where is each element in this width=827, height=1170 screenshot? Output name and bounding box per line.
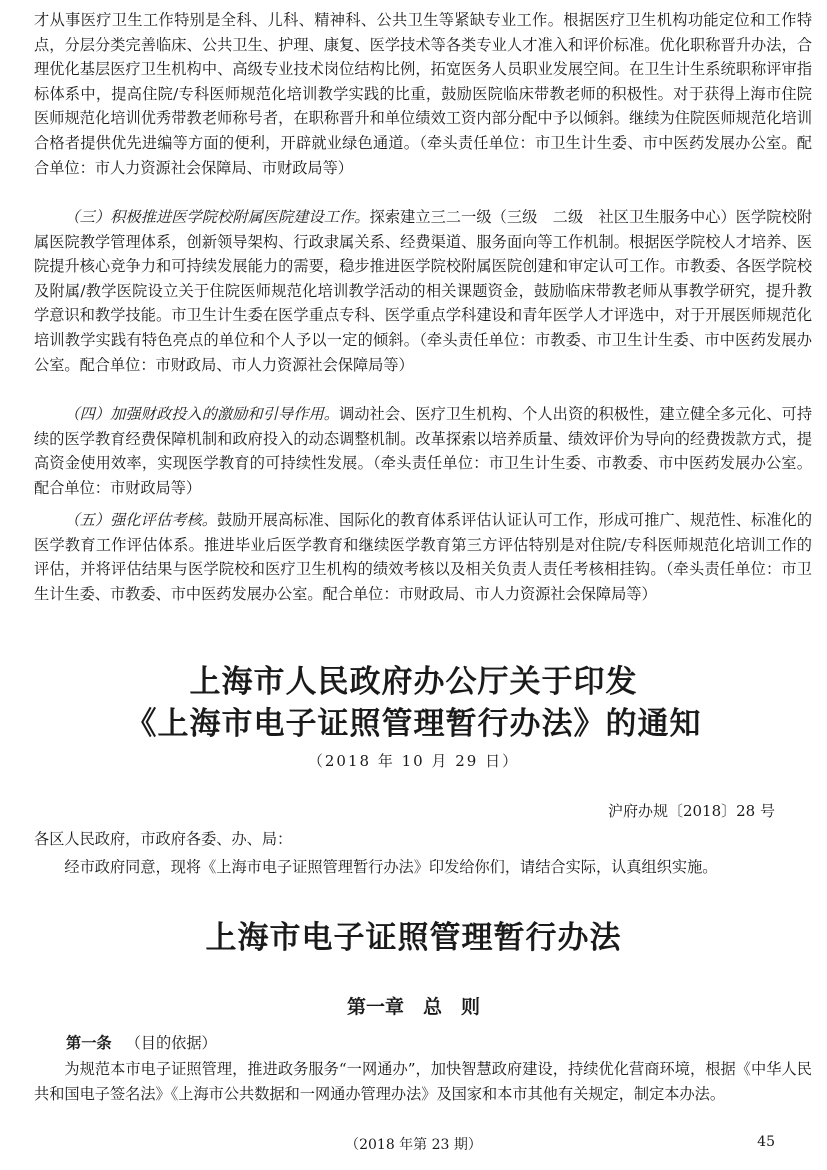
paragraph-text: 才从事医疗卫生工作特别是全科、儿科、精神科、公共卫生等紧缺专业工作。根据医疗卫生机构功能定位和工作特点，分层分类完善临床、公共卫生、护理、康复、医学技术等各类专业人才准入和评价标准。优化职称晋升办法，合理优化基层医疗卫生机构中、高级专业技术岗位结构比例，拓宽医务人员职业发展空间。在卫生计生系统职称评审指标体系中，提高住院/专科医师规范化培训教学实践的比重，鼓励医院临床带教老师的积极性。对于获得上海市住院医师规范化培训优秀带教老师称号者，在职称晋升和单位绩效工资内部分配中予以倾斜。继续为住院医师规范化培训合格者提供优先进编等方面的便利，开辟就业绿色通道。（牵头责任单位：市卫生计生委、市中医药发展办公室。配合单位：市人力资源社会保障局、市财政局等） [34, 11, 812, 177]
article-number: 第一条 [66, 1034, 112, 1052]
page-number: 45 [757, 1134, 775, 1150]
section-lead: （五）强化评估考核。 [64, 511, 217, 529]
notice-body: 经市政府同意，现将《上海市电子证照管理暂行办法》印发给你们，请结合实际，认真组织实施。 [64, 858, 718, 876]
paragraph-text: 鼓励开展高标准、国际化的教育体系评估认证认可工作，形成可推广、规范性、标准化的医学教育工作评估体系。推进毕业后医学教育和继续医学教育第三方评估特别是对住院/专科医师规范化培训工作的评估，并将评估结果与医学院校和医疗卫生机构的绩效考核以及相关负责人责任考核相挂钩。（牵头责任单位：市卫生计生委、市教委、市中医药发展办公室。配合单位：市财政局、市人力资源社会保障局等） [34, 511, 813, 603]
paragraph-evaluation [34, 508, 812, 606]
article-body [34, 1057, 812, 1106]
paragraph-text: 调动社会、医疗卫生机构、个人出资的积极性，建立健全多元化、可持续的医学教育经费保障机制和政府投入的动态调整机制。改革探索以培养质量、绩效评价为导向的经费拨款方式，提高资金使用效率，实现医学教育的可持续性发展。（牵头责任单位：市卫生计生委、市教委、市中医药发展办公室。配合单位：市财政局等） [34, 405, 813, 497]
notice-title-line-1: 上海市人民政府办公厅关于印发 [189, 664, 638, 700]
document-number: 沪府办规〔2018〕28 号 [607, 802, 775, 820]
article-body-text: 为规范本市电子证照管理，推进政务服务“一网通办”，加快智慧政府建设，持续优化营商环境，根据《中华人民共和国电子签名法》《上海市公共数据和一网通办管理办法》及国家和本市其他有关规定，制定本办法。 [34, 1060, 812, 1103]
article-title: （目的依据） [125, 1034, 217, 1052]
notice-title-line-2: 《上海市电子证照管理暂行办法》的通知 [125, 706, 702, 742]
paragraph-talent-evaluation [34, 8, 812, 180]
section-lead: （四）加强财政投入的激励和引导作用。 [64, 405, 340, 423]
paragraph-affiliated-hospitals [34, 205, 812, 377]
addressee: 各区人民政府，市政府各委、办、局： [34, 830, 293, 848]
section-lead: （三）积极推进医学院校附属医院建设工作。 [64, 208, 370, 226]
footer-issue: （2018 年第 23 期） [345, 1137, 482, 1153]
chapter-heading: 第一章 总 则 [346, 996, 480, 1018]
paragraph-financial-investment [34, 402, 812, 500]
article-heading [66, 1032, 217, 1053]
notice-date: （2018 年 10 月 29 日） [307, 752, 520, 770]
regulation-title: 上海市电子证照管理暂行办法 [205, 920, 622, 956]
paragraph-text: 探索建立三二一级（三级 二级 社区卫生服务中心）医学院校附属医院教学管理体系，创新领导架构、行政隶属关系、经费渠道、服务面向等工作机制。根据医学院校人才培养、医院提升核心竞争力和可持续发展能力的需要，稳步推进医学院校附属医院创建和审定认可工作。市教委、各医学院校及附属/教学医院设立关于住院医师规范化培训教学活动的相关课题资金，鼓励临床带教老师从事教学研究，提升教学意识和教学技能。市卫生计生委在医学重点专科、医学重点学科建设和青年医学人才评选中，对于开展医师规范化培训教学实践有特色亮点的单位和个人予以一定的倾斜。（牵头责任单位：市教委、市卫生计生委、市中医药发展办公室。配合单位：市财政局、市人力资源社会保障局等） [34, 208, 813, 374]
